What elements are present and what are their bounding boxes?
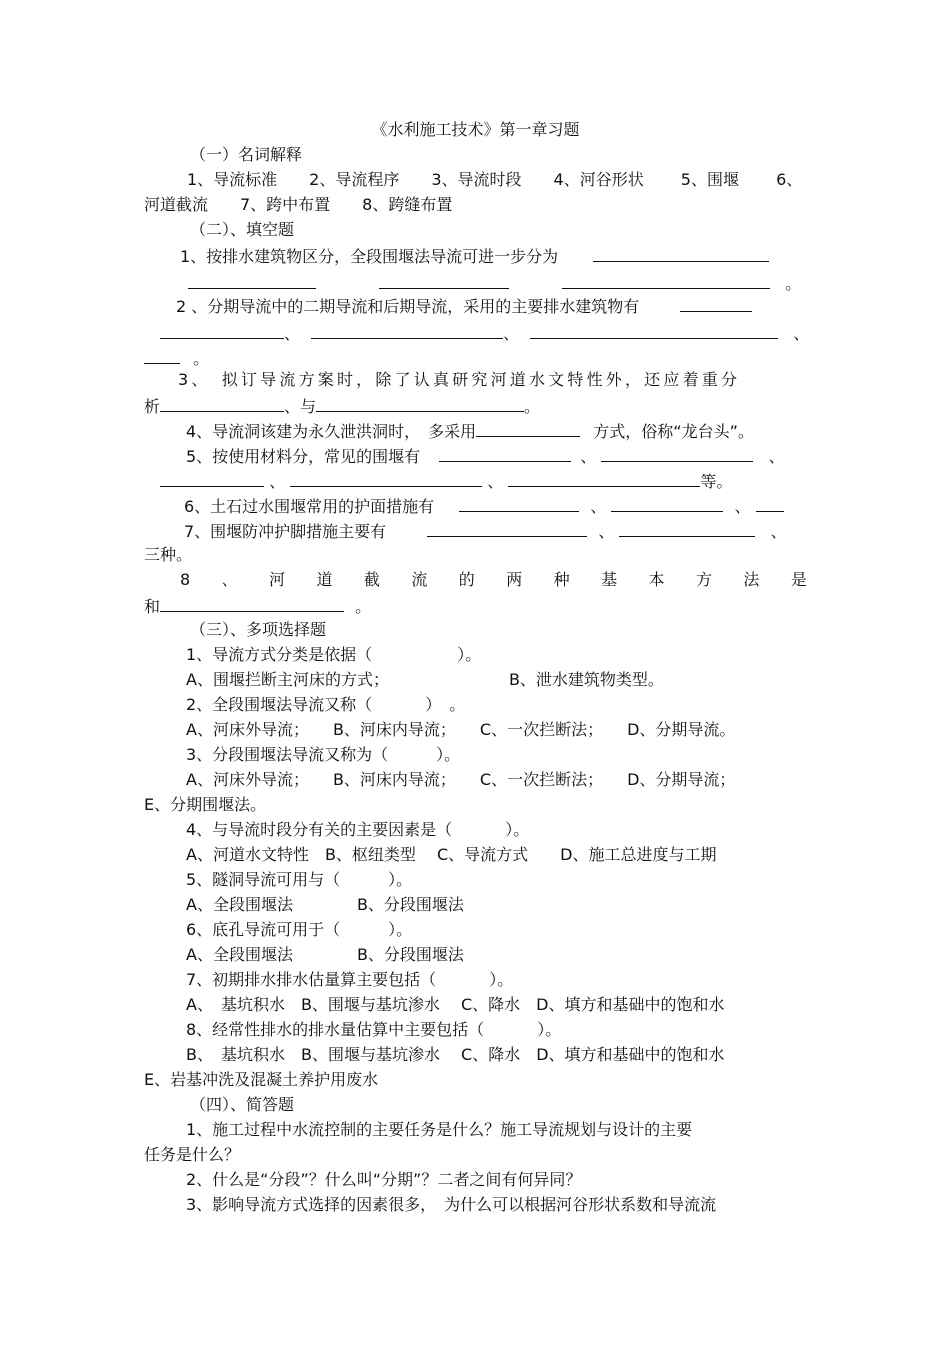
choice-line: A、围堰拦断主河床的方式； B、泄水建筑物类型。 bbox=[186, 670, 664, 689]
fill-q7-blank-1[interactable] bbox=[427, 520, 587, 537]
choice-line: 2、全段围堰法导流又称（ ） 。 bbox=[186, 695, 466, 714]
section-heading-short-answer: （四）、简答题 bbox=[190, 1095, 295, 1114]
choice-line: E、分期围堰法。 bbox=[144, 795, 267, 814]
comma: 、 bbox=[770, 522, 787, 541]
fill-q3-blank-2[interactable] bbox=[316, 395, 524, 412]
comma: 、 bbox=[269, 472, 286, 491]
q8-char: 、 bbox=[221, 570, 238, 589]
fill-q5-blank-5[interactable] bbox=[508, 470, 700, 487]
fill-q7-line2: 三种。 bbox=[144, 545, 193, 564]
fill-q6-blank-1[interactable] bbox=[459, 495, 579, 512]
fill-q5-line1 bbox=[186, 445, 849, 467]
choice-line: A、河床外导流； B、河床内导流； C、一次拦断法； D、分期导流； bbox=[186, 770, 736, 789]
choice-line: E、岩基冲洗及混凝土养护用废水 bbox=[144, 1070, 379, 1089]
fill-q2-period: 。 bbox=[193, 349, 210, 368]
comma: 、 bbox=[580, 447, 597, 466]
choice-line: 7、初期排水排水估量算主要包括（ ）。 bbox=[186, 970, 514, 989]
choice-line: 1、导流方式分类是依据（ ）。 bbox=[186, 645, 482, 664]
fill-q3-line1: 3、 拟订导流方案时，除了认真研究河道水文特性外，还应着重分 bbox=[178, 370, 741, 389]
fill-q5-blank-2[interactable] bbox=[601, 445, 753, 462]
q8-char: 基 bbox=[601, 570, 618, 589]
fill-q1-blank-3[interactable] bbox=[379, 272, 509, 289]
answer-line: 3、影响导流方式选择的因素很多， 为什么可以根据河谷形状系数和导流流 bbox=[186, 1195, 717, 1214]
fill-q4-line bbox=[186, 420, 849, 442]
fill-q2-line2 bbox=[144, 322, 810, 344]
fill-q3-mid: 、与 bbox=[284, 397, 317, 416]
fill-q5-text: 5、按使用材料分，常见的围堰有 bbox=[186, 447, 421, 466]
fill-q5-blank-1[interactable] bbox=[439, 445, 571, 462]
fill-q8-prefix: 和 bbox=[144, 597, 161, 616]
q8-char: 流 bbox=[411, 570, 428, 589]
choice-line: 4、与导流时段分有关的主要因素是（ ）。 bbox=[186, 820, 530, 839]
comma: 、 bbox=[590, 497, 607, 516]
choice-line: 8、经常性排水的排水量估算中主要包括（ ）。 bbox=[186, 1020, 562, 1039]
fill-q5-end: 等。 bbox=[700, 472, 733, 491]
q8-char: 河 bbox=[269, 570, 286, 589]
comma: 、 bbox=[598, 522, 615, 541]
choice-line: B、 基坑积水 B、围堰与基坑渗水 C、降水 D、填方和基础中的饱和水 bbox=[186, 1045, 725, 1064]
fill-q1-line2 bbox=[144, 272, 807, 294]
choice-line: 5、隧洞导流可用与（ ）。 bbox=[186, 870, 413, 889]
fill-q6-line bbox=[184, 495, 847, 517]
terms-line-2: 河道截流 7、跨中布置 8、跨缝布置 bbox=[144, 195, 453, 214]
answer-line: 任务是什么？ bbox=[144, 1145, 241, 1164]
q8-char: 法 bbox=[743, 570, 760, 589]
q8-char: 8 bbox=[180, 570, 191, 589]
choice-line: A、 基坑积水 B、围堰与基坑渗水 C、降水 D、填方和基础中的饱和水 bbox=[186, 995, 725, 1014]
fill-q2-blank-2[interactable] bbox=[160, 322, 284, 339]
fill-q5-blank-3[interactable] bbox=[160, 470, 264, 487]
fill-q2-blank-1[interactable] bbox=[680, 295, 752, 312]
answer-line: 2、什么是“分段”？什么叫“分期”？二者之间有何异同？ bbox=[186, 1170, 582, 1189]
fill-q2-text: 2 、分期导流中的二期导流和后期导流，采用的主要排水建筑物有 bbox=[176, 297, 640, 316]
section-heading-fill: （二）、填空题 bbox=[190, 220, 295, 239]
fill-q4-text-end: 方式，俗称“龙台头”。 bbox=[593, 422, 754, 441]
section-heading-terms: （一）名词解释 bbox=[190, 145, 303, 164]
fill-q2-blank-3[interactable] bbox=[311, 322, 503, 339]
terms-line-1: 1、导流标准 2、导流程序 3、导流时段 4、河谷形状 5、围堰 6、 bbox=[187, 170, 803, 189]
fill-q2-line1 bbox=[176, 295, 839, 317]
choice-line: 3、分段围堰法导流又称为（ ）。 bbox=[186, 745, 461, 764]
fill-q8-blank[interactable] bbox=[160, 595, 344, 612]
fill-q7-line1 bbox=[184, 520, 847, 542]
q8-char: 本 bbox=[648, 570, 665, 589]
fill-q7-blank-2[interactable] bbox=[619, 520, 755, 537]
fill-q3-line2 bbox=[144, 395, 807, 417]
choice-line: A、河床外导流； B、河床内导流； C、一次拦断法； D、分期导流。 bbox=[186, 720, 736, 739]
page-title: 《水利施工技术》第一章习题 bbox=[371, 120, 580, 139]
choice-line: A、全段围堰法 B、分段围堰法 bbox=[186, 895, 464, 914]
choice-line: 6、底孔导流可用于（ ）。 bbox=[186, 920, 413, 939]
section-heading-choice: （三）、多项选择题 bbox=[190, 620, 327, 639]
q8-char: 种 bbox=[553, 570, 570, 589]
comma: 、 bbox=[768, 447, 785, 466]
fill-q8-line2 bbox=[144, 595, 807, 617]
fill-q1-blank-4[interactable] bbox=[562, 272, 770, 289]
fill-q6-blank-3[interactable] bbox=[756, 495, 784, 512]
fill-q3-period: 。 bbox=[524, 397, 541, 416]
fill-q4-text: 4、导流洞该建为永久泄洪洞时， 多采用 bbox=[186, 422, 477, 441]
q8-char: 方 bbox=[695, 570, 712, 589]
choice-line: A、河道水文特性 B、枢纽类型 C、导流方式 D、施工总进度与工期 bbox=[186, 845, 717, 864]
q8-char: 的 bbox=[458, 570, 475, 589]
comma: 、 bbox=[793, 324, 810, 343]
fill-q2-line3 bbox=[144, 347, 807, 369]
fill-q1-text: 1、按排水建筑物区分，全段围堰法导流可进一步分为 bbox=[180, 247, 559, 266]
fill-q8-line1 bbox=[144, 570, 807, 590]
fill-q3-prefix: 析 bbox=[144, 397, 161, 416]
fill-q8-period: 。 bbox=[355, 597, 372, 616]
q8-char: 两 bbox=[506, 570, 523, 589]
fill-q1-blank-2[interactable] bbox=[188, 272, 316, 289]
fill-q6-text: 6、土石过水围堰常用的护面措施有 bbox=[184, 497, 435, 516]
comma: 、 bbox=[734, 497, 751, 516]
fill-q5-line2 bbox=[144, 470, 807, 492]
comma: 、 bbox=[487, 472, 504, 491]
fill-q2-blank-4[interactable] bbox=[530, 322, 778, 339]
fill-q1-line1 bbox=[180, 245, 843, 267]
q8-char: 道 bbox=[316, 570, 333, 589]
q8-char: 截 bbox=[363, 570, 380, 589]
comma: 、 bbox=[284, 324, 301, 343]
fill-q5-blank-4[interactable] bbox=[290, 470, 482, 487]
comma: 、 bbox=[503, 324, 520, 343]
fill-q2-blank-5[interactable] bbox=[144, 347, 180, 364]
answer-line: 1、施工过程中水流控制的主要任务是什么？施工导流规划与设计的主要 bbox=[186, 1120, 693, 1139]
choice-line: A、全段围堰法 B、分段围堰法 bbox=[186, 945, 464, 964]
fill-q1-period: 。 bbox=[785, 274, 802, 293]
fill-q7-text: 7、围堰防冲护脚措施主要有 bbox=[184, 522, 387, 541]
q8-char: 是 bbox=[790, 570, 807, 589]
fill-q4-blank[interactable] bbox=[476, 420, 580, 437]
fill-q6-blank-2[interactable] bbox=[611, 495, 723, 512]
fill-q1-blank-1[interactable] bbox=[593, 245, 769, 262]
fill-q3-blank-1[interactable] bbox=[160, 395, 284, 412]
